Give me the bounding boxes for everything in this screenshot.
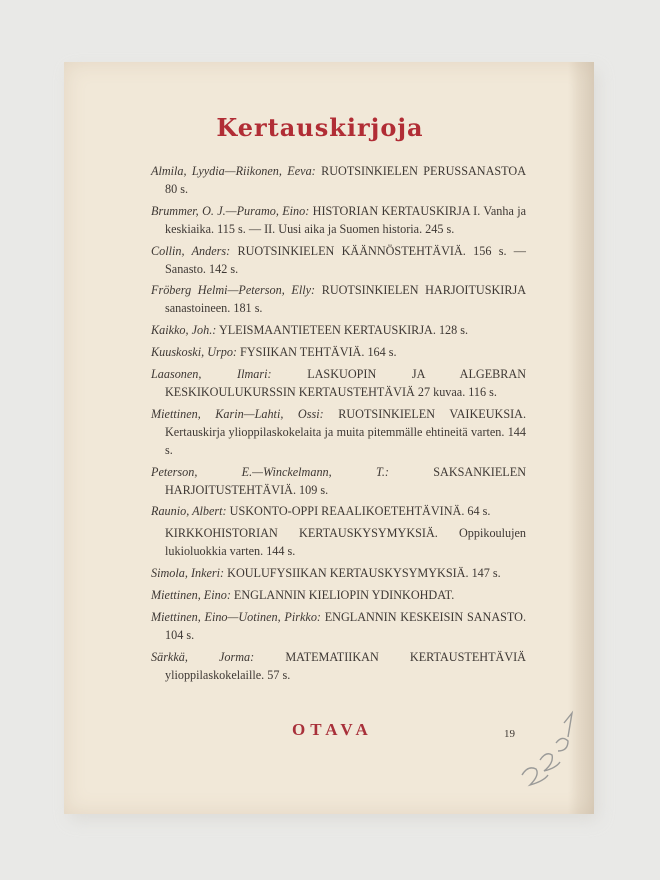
book-title: RUOTSINKIELEN KÄÄNNÖSTEHTÄVIÄ. 156 s. — Sanasto. 142 s.	[165, 243, 526, 276]
page-number: 19	[504, 728, 515, 740]
book-author: Laasonen, Ilmari:	[151, 367, 272, 382]
book-entry	[151, 503, 526, 521]
page-title: Kertauskirjoja	[216, 113, 424, 142]
book-entry	[151, 587, 526, 605]
book-title: RUOTSINKIELEN PERUSSANASTOA 80 s.	[165, 164, 526, 196]
book-entry	[151, 163, 526, 199]
book-title: RUOTSINKIELEN VAIKEUKSIA. Kertauskirja ylioppilaskokelaita ja muita pitemmälle ehtineitä varten. 144 s.	[165, 406, 527, 457]
book-author: Raunio, Albert:	[151, 504, 227, 519]
book-title: RUOTSINKIELEN HARJOITUSKIRJA sanastoineen. 181 s.	[165, 283, 527, 316]
book-author: Peterson, E.—Winckelmann, T.:	[151, 464, 389, 479]
book-entry	[151, 366, 526, 402]
book-entry	[151, 464, 526, 500]
book-title: ENGLANNIN KESKEISIN SANASTO. 104 s.	[165, 609, 526, 642]
book-entry	[151, 203, 526, 239]
handwritten-pencil-mark	[510, 705, 580, 795]
book-title: HISTORIAN KERTAUSKIRJA I. Vanha ja keskiaika. 115 s. — II. Uusi aika ja Suomen historia. 245 s.	[165, 203, 526, 236]
book-author: Kaikko, Joh.:	[151, 323, 217, 338]
book-author: Fröberg Helmi—Peterson, Elly:	[151, 283, 316, 298]
book-entry	[151, 344, 526, 362]
book-author: Särkkä, Jorma:	[151, 649, 255, 664]
book-author: Brummer, O. J.—Puramo, Eino:	[151, 203, 310, 218]
cover-edge	[568, 62, 594, 814]
book-entry	[151, 525, 526, 561]
publisher-name: OTAVA	[292, 720, 373, 739]
book-title: USKONTO-OPPI REAALIKOETEHTÄVINÄ. 64 s.	[229, 504, 491, 519]
book-title: KOULUFYSIIKAN KERTAUSKYSYMYKSIÄ. 147 s.	[227, 566, 501, 581]
book-entry	[151, 565, 526, 583]
book-author: Miettinen, Karin—Lahti, Ossi:	[151, 406, 324, 421]
book-entry	[151, 406, 526, 460]
book-title: LASKUOPIN JA ALGEBRAN KESKIKOULUKURSSIN KERTAUSTEHTÄVIÄ 27 kuvaa. 116 s.	[165, 367, 527, 399]
book-entry	[151, 282, 526, 318]
book-entry	[151, 243, 526, 279]
book-title: YLEISMAANTIETEEN KERTAUSKIRJA. 128 s.	[218, 323, 469, 338]
book-author: Simola, Inkeri:	[151, 566, 225, 581]
book-list	[151, 163, 526, 689]
book-title: MATEMATIIKAN KERTAUSTEHTÄVIÄ ylioppilaskokelaille. 57 s.	[165, 649, 526, 682]
book-title: FYSIIKAN TEHTÄVIÄ. 164 s.	[240, 345, 397, 360]
book-title: ENGLANNIN KIELIOPIN YDINKOHDAT.	[233, 588, 455, 603]
book-author: Kuuskoski, Urpo:	[151, 345, 237, 360]
book-entry	[151, 322, 526, 340]
book-author: Miettinen, Eino:	[151, 588, 231, 603]
book-title: SAKSANKIELEN HARJOITUSTEHTÄVIÄ. 109 s.	[165, 464, 526, 497]
book-author: Miettinen, Eino—Uotinen, Pirkko:	[151, 609, 321, 624]
book-entry	[151, 649, 526, 685]
book-title: KIRKKOHISTORIAN KERTAUSKYSYMYKSIÄ. Oppikoulujen lukioluokkia varten. 144 s.	[165, 526, 526, 559]
book-author: Collin, Anders:	[151, 243, 231, 258]
book-entry	[151, 609, 526, 645]
book-author: Almila, Lyydia—Riikonen, Eeva:	[151, 164, 316, 178]
